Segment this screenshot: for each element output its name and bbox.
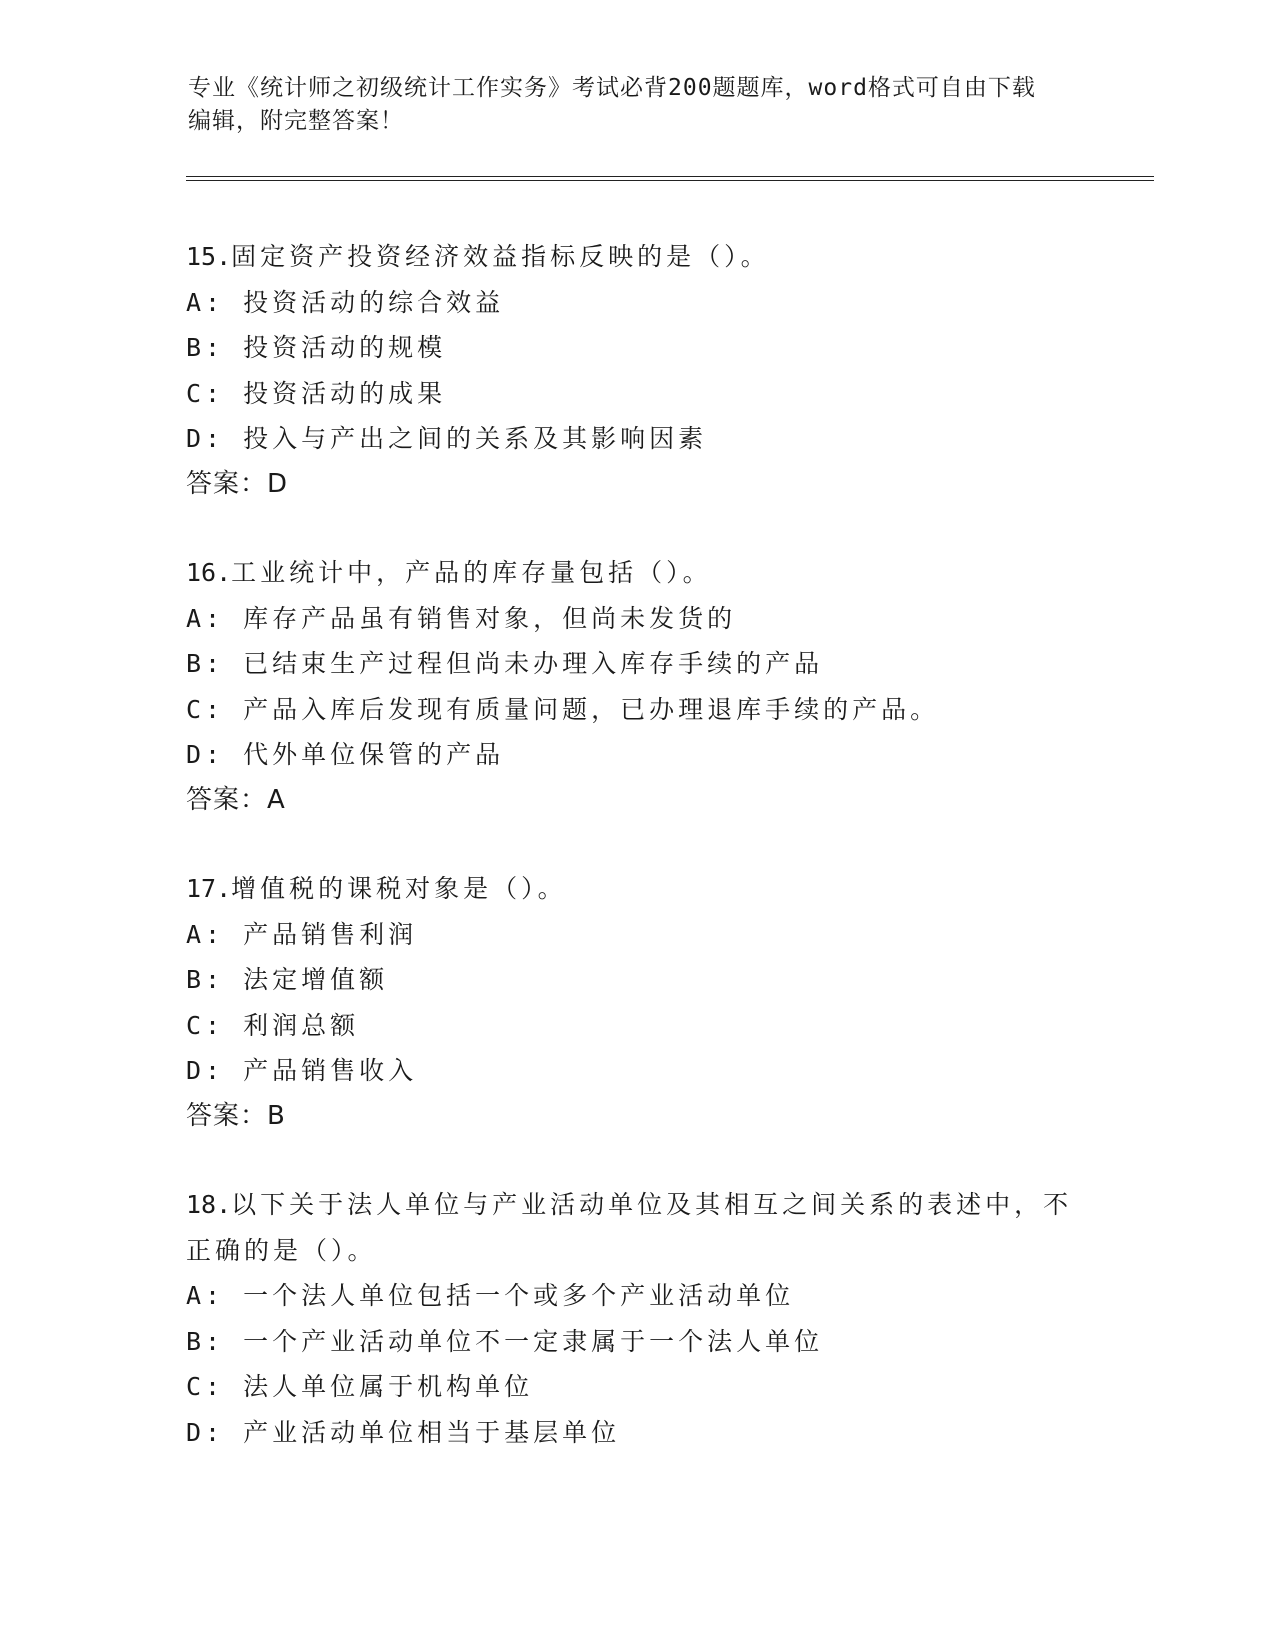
question-number: 15. [186,242,232,271]
option-c: C: 产品入库后发现有质量问题，已办理退库手续的产品。 [186,694,940,724]
question-text: 增值税的课税对象是（）。 [231,874,567,903]
option-a: A: 产品销售利润 [186,919,418,949]
question-number: 18. [186,1190,232,1219]
answer: 答案：D [186,468,289,499]
header-line-2: 编辑，附完整答案！ [188,108,404,134]
question-stem [186,866,1086,912]
question-text: 以下关于法人单位与产业活动单位及其相互之间关系的表述中，不正确的是（）。 [186,1190,1073,1265]
option-b: B: 投资活动的规模 [186,333,447,362]
option-c: C: 利润总额 [186,1010,360,1040]
answer: 答案：B [186,1100,286,1131]
option-a: A: 投资活动的综合效益 [186,287,505,317]
option-c: C: 法人单位属于机构单位 [186,1372,534,1401]
option-a: A: 一个法人单位包括一个或多个产业活动单位 [186,1281,795,1310]
answer: 答案：A [186,784,286,815]
header-line-1: 专业《统计师之初级统计工作实务》考试必背200题题库，word格式可自由下载 [188,75,1036,101]
option-a: A: 库存产品虽有销售对象，但尚未发货的 [186,603,737,633]
option-d: D: 产业活动单位相当于基层单位 [186,1417,621,1447]
question-stem [186,550,1086,596]
question-15 [186,234,1086,507]
question-text: 工业统计中，产品的库存量包括（）。 [231,558,712,587]
question-text: 固定资产投资经济效益指标反映的是（）。 [231,242,770,271]
question-17 [186,866,1086,1139]
option-b: B: 已结束生产过程但尚未办理入库存手续的产品 [186,649,824,678]
question-stem [186,234,1086,280]
question-number: 16. [186,558,232,587]
question-18 [186,1182,1086,1455]
option-d: D: 代外单位保管的产品 [186,740,505,769]
question-number: 17. [186,874,232,903]
question-list [186,234,1086,1498]
page-header [188,72,1088,138]
option-d: D: 产品销售收入 [186,1056,418,1085]
option-b: B: 法定增值额 [186,965,389,994]
option-b: B: 一个产业活动单位不一定隶属于一个法人单位 [186,1326,824,1356]
question-stem [186,1182,1086,1273]
option-c: C: 投资活动的成果 [186,378,447,408]
header-divider [186,176,1154,181]
question-16 [186,550,1086,823]
option-d: D: 投入与产出之间的关系及其影响因素 [186,424,708,453]
